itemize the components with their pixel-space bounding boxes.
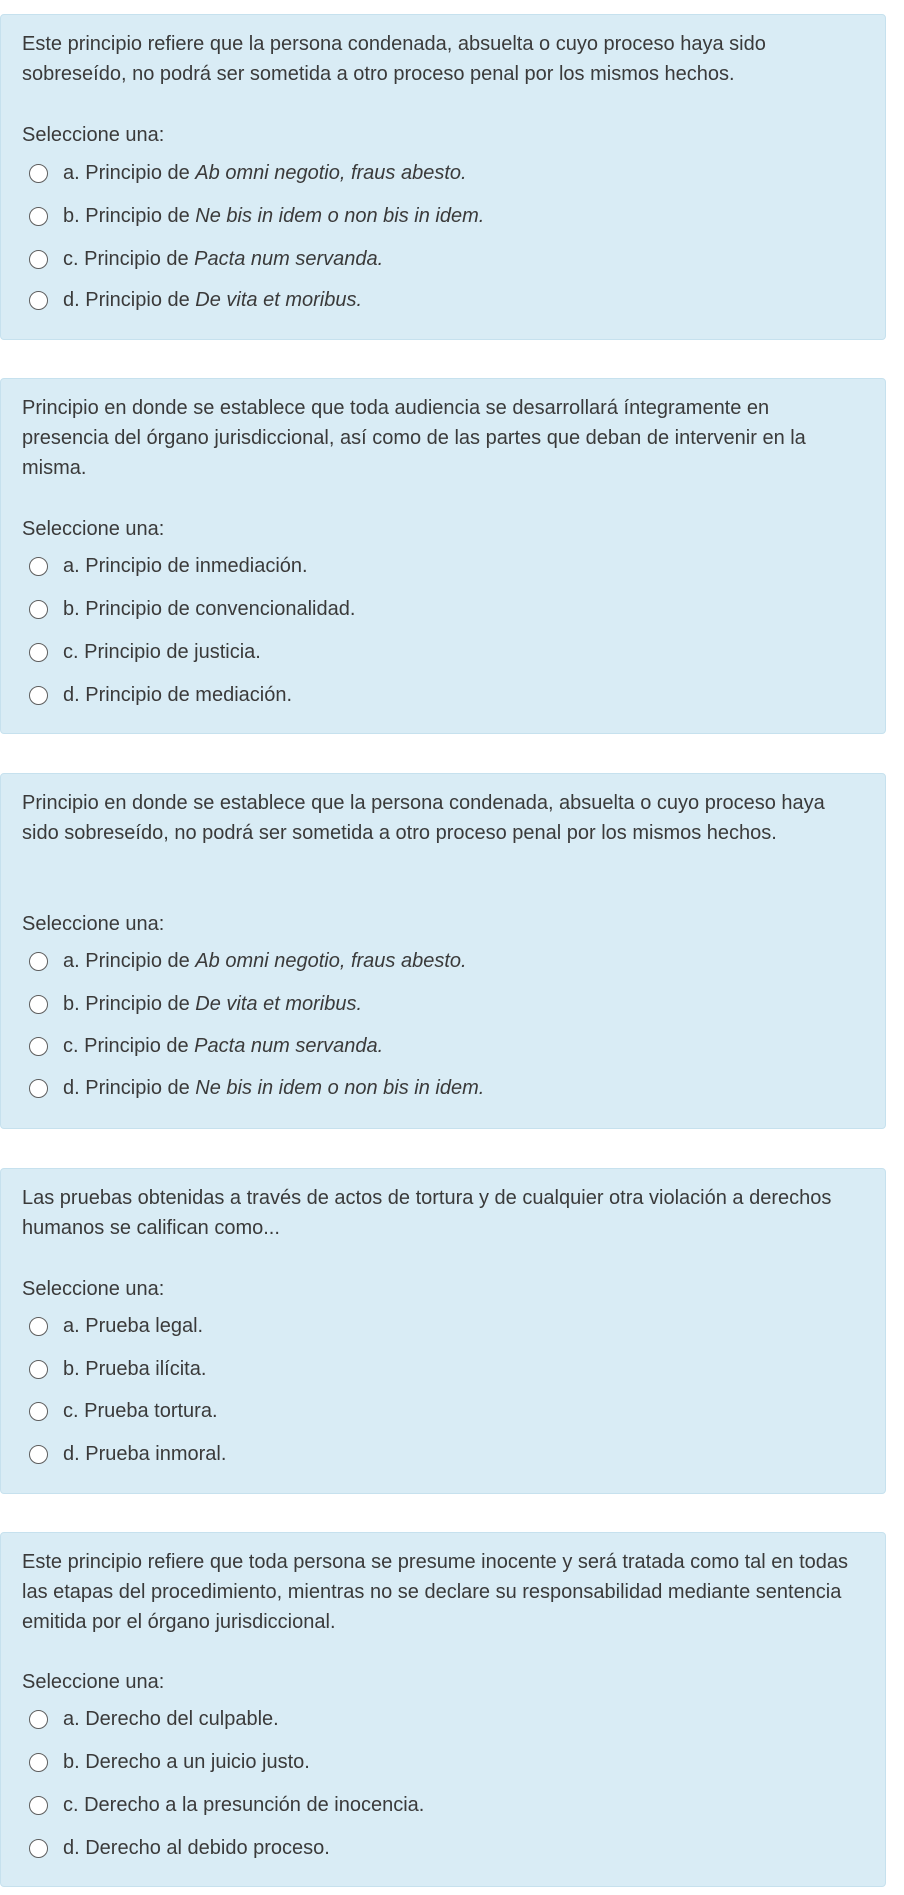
radio-button[interactable]	[29, 1796, 48, 1815]
radio-button[interactable]	[29, 952, 48, 971]
select-prompt: Seleccione una:	[22, 913, 165, 935]
radio-button[interactable]	[29, 557, 48, 576]
option-c[interactable]	[29, 1396, 218, 1426]
option-label: b. Principio de Ne bis in idem o non bis in idem.	[63, 205, 485, 227]
option-a[interactable]	[29, 1704, 279, 1734]
option-a[interactable]	[29, 946, 467, 976]
radio-button[interactable]	[29, 1753, 48, 1772]
option-label: b. Derecho a un juicio justo.	[63, 1751, 310, 1773]
question-card-2	[0, 378, 886, 734]
question-card-3	[0, 773, 886, 1129]
radio-button[interactable]	[29, 995, 48, 1014]
question-text: Principio en donde se establece que la persona condenada, absuelta o cuyo proceso haya sido sobreseído, no podrá ser sometida a otro proceso penal por los mismos hechos.	[22, 792, 825, 844]
radio-button[interactable]	[29, 1317, 48, 1336]
option-b[interactable]	[29, 201, 484, 231]
option-a[interactable]	[29, 158, 467, 188]
select-prompt: Seleccione una:	[22, 1671, 165, 1693]
question-text: Principio en donde se establece que toda audiencia se desarrollará íntegramente en presencia del órgano jurisdiccional, así como de las partes que deban de intervenir en la misma.	[22, 397, 806, 479]
question-card-1	[0, 14, 886, 340]
option-label: c. Derecho a la presunción de inocencia.	[63, 1794, 425, 1816]
radio-button[interactable]	[29, 1360, 48, 1379]
option-label: d. Principio de mediación.	[63, 684, 293, 706]
question-card-4	[0, 1168, 886, 1494]
select-prompt: Seleccione una:	[22, 1278, 165, 1300]
option-a[interactable]	[29, 1311, 203, 1341]
option-b[interactable]	[29, 1747, 310, 1777]
option-label: a. Principio de Ab omni negotio, fraus abesto.	[63, 950, 467, 972]
radio-button[interactable]	[29, 207, 48, 226]
option-d[interactable]	[29, 1833, 330, 1863]
option-label: b. Prueba ilícita.	[63, 1358, 207, 1380]
option-label: c. Prueba tortura.	[63, 1400, 218, 1422]
radio-button[interactable]	[29, 164, 48, 183]
radio-button[interactable]	[29, 643, 48, 662]
radio-button[interactable]	[29, 1839, 48, 1858]
option-label: a. Principio de inmediación.	[63, 555, 308, 577]
question-text: Las pruebas obtenidas a través de actos de tortura y de cualquier otra violación a derechos humanos se califican como...	[22, 1187, 832, 1239]
radio-button[interactable]	[29, 250, 48, 269]
option-label: d. Principio de Ne bis in idem o non bis in idem.	[63, 1077, 485, 1099]
option-b[interactable]	[29, 594, 355, 624]
radio-button[interactable]	[29, 1079, 48, 1098]
question-card-5	[0, 1532, 886, 1887]
option-label: c. Principio de Pacta num servanda.	[63, 1035, 384, 1057]
radio-button[interactable]	[29, 1445, 48, 1464]
option-label: c. Principio de justicia.	[63, 641, 261, 663]
select-prompt: Seleccione una:	[22, 124, 165, 146]
option-b[interactable]	[29, 989, 362, 1019]
option-c[interactable]	[29, 637, 261, 667]
option-label: a. Principio de Ab omni negotio, fraus abesto.	[63, 162, 467, 184]
question-text: Este principio refiere que la persona condenada, absuelta o cuyo proceso haya sido sobreseído, no podrá ser sometida a otro proceso penal por los mismos hechos.	[22, 33, 766, 85]
option-label: c. Principio de Pacta num servanda.	[63, 248, 384, 270]
option-c[interactable]	[29, 1031, 383, 1061]
option-c[interactable]	[29, 1790, 424, 1820]
option-label: b. Principio de De vita et moribus.	[63, 993, 363, 1015]
option-label: d. Derecho al debido proceso.	[63, 1837, 330, 1859]
option-label: a. Prueba legal.	[63, 1315, 204, 1337]
option-label: d. Prueba inmoral.	[63, 1443, 227, 1465]
question-text: Este principio refiere que toda persona se presume inocente y será tratada como tal en todas las etapas del procedimiento, mientras no se declare su responsabilidad mediante sentencia emitida por el órgano jurisdiccional.	[22, 1551, 849, 1633]
option-label: d. Principio de De vita et moribus.	[63, 289, 363, 311]
option-d[interactable]	[29, 680, 292, 710]
option-a[interactable]	[29, 551, 308, 581]
radio-button[interactable]	[29, 686, 48, 705]
option-d[interactable]	[29, 1073, 484, 1103]
radio-button[interactable]	[29, 1710, 48, 1729]
option-label: b. Principio de convencionalidad.	[63, 598, 356, 620]
select-prompt: Seleccione una:	[22, 518, 165, 540]
radio-button[interactable]	[29, 1037, 48, 1056]
option-d[interactable]	[29, 1439, 226, 1469]
option-b[interactable]	[29, 1354, 206, 1384]
option-label: a. Derecho del culpable.	[63, 1708, 279, 1730]
radio-button[interactable]	[29, 600, 48, 619]
option-c[interactable]	[29, 244, 383, 274]
radio-button[interactable]	[29, 291, 48, 310]
option-d[interactable]	[29, 285, 362, 315]
radio-button[interactable]	[29, 1402, 48, 1421]
